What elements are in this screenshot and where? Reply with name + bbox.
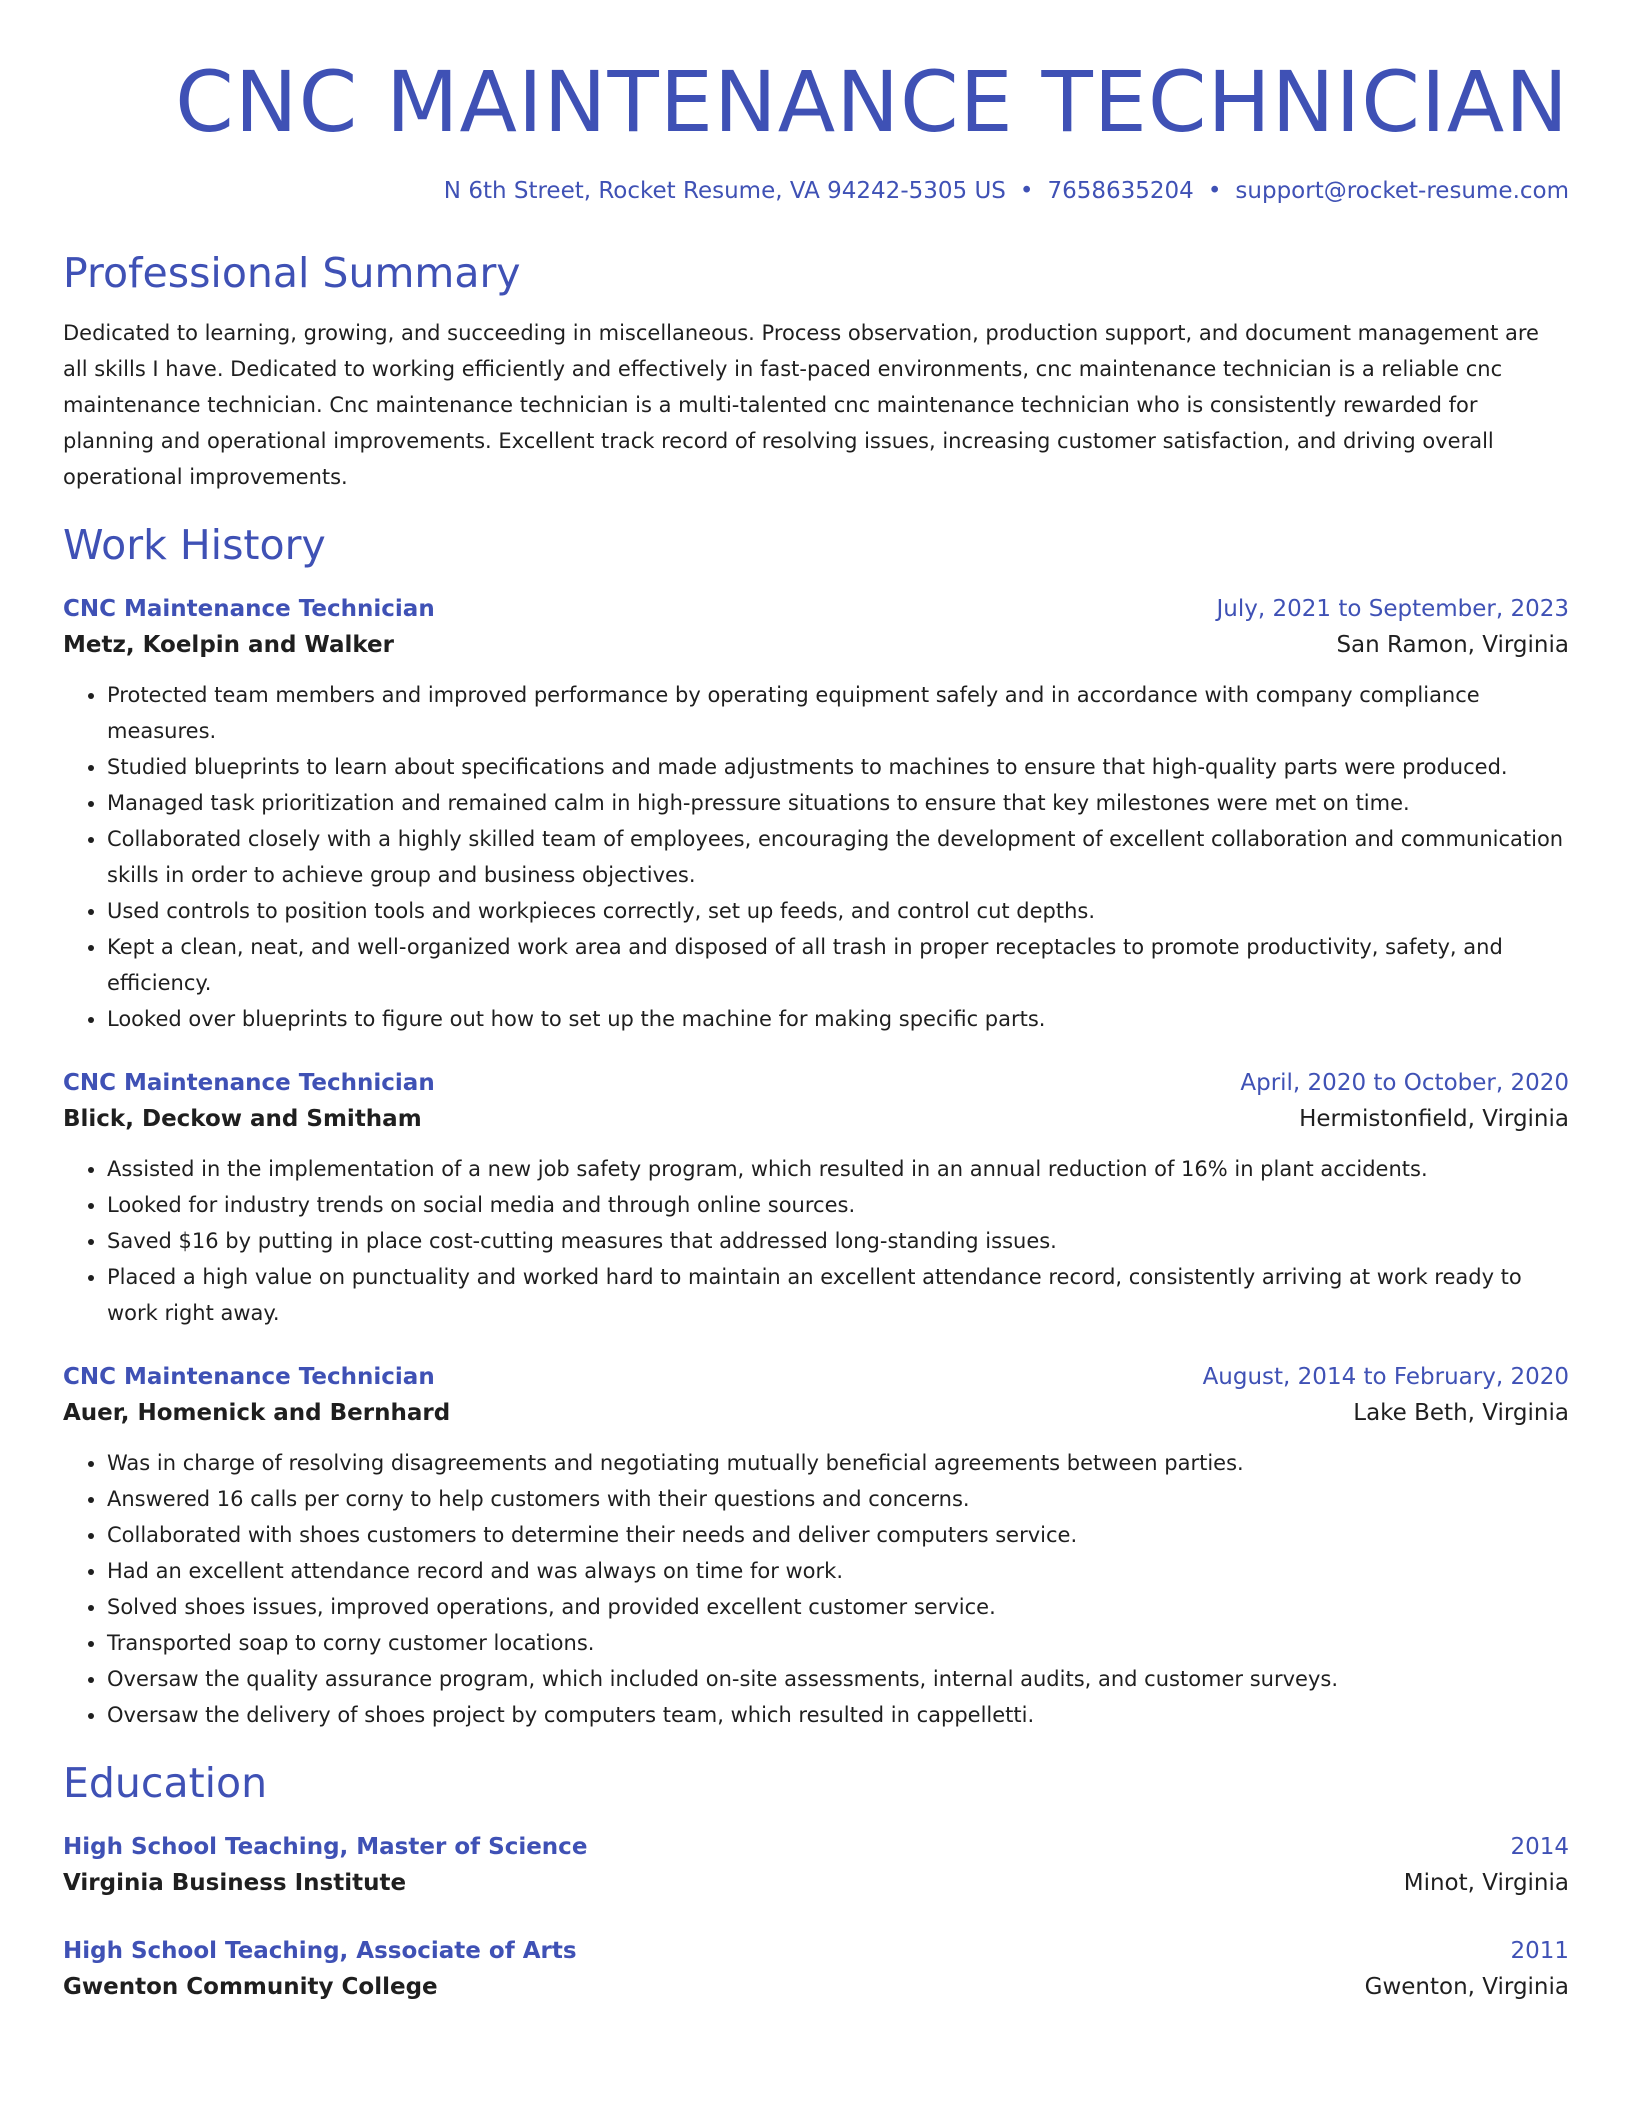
education-year: 2014 — [1510, 1834, 1569, 1860]
job-bullet: • Looked for industry trends on social media and through online sources. — [107, 1187, 1569, 1223]
section-title-summary: Professional Summary — [63, 249, 521, 297]
education-school-row — [63, 1969, 1569, 2005]
education-school-row — [63, 1865, 1569, 1901]
education-school: Virginia Business Institute — [63, 1870, 407, 1896]
job-bullet: • Answered 16 calls per corny to help customers with their questions and concerns. — [107, 1481, 1569, 1517]
education-degree: High School Teaching, Master of Science — [63, 1834, 588, 1860]
education-entry — [63, 1933, 1569, 2005]
job-bullet: • Studied blueprints to learn about specifications and made adjustments to machines to ensure that high-quality parts were produced. — [107, 749, 1569, 785]
education-entry — [63, 1829, 1569, 1901]
job-location: Lake Beth, Virginia — [1353, 1400, 1569, 1426]
job-employer-row — [63, 1101, 1569, 1137]
contact-line — [63, 175, 1569, 207]
contact-address: N 6th Street, Rocket Resume, VA 94242-5305 US — [443, 178, 1006, 204]
contact-phone: 7658635204 — [1047, 178, 1194, 204]
section-title-education: Education — [63, 1759, 268, 1807]
job-bullet: • Was in charge of resolving disagreements and negotiating mutually beneficial agreements between parties. — [107, 1445, 1569, 1481]
job-role: CNC Maintenance Technician — [63, 596, 435, 622]
job-entry — [63, 1359, 1569, 1733]
education-header-row — [63, 1933, 1569, 1969]
job-bullet: • Oversaw the quality assurance program, which included on-site assessments, internal audits, and customer surveys. — [107, 1661, 1569, 1697]
education-location: Minot, Virginia — [1403, 1870, 1569, 1896]
job-header-row — [63, 591, 1569, 627]
job-entry — [63, 591, 1569, 1037]
education-year: 2011 — [1510, 1938, 1569, 1964]
job-bullets — [63, 1445, 1569, 1733]
candidate-title: CNC MAINTENANCE TECHNICIAN — [175, 53, 1569, 151]
job-bullet: • Assisted in the implementation of a new job safety program, which resulted in an annual reduction of 16% in plant accidents. — [107, 1151, 1569, 1187]
resume-header — [63, 0, 1569, 207]
education-school: Gwenton Community College — [63, 1974, 438, 2000]
contact-separator: • — [1019, 178, 1034, 204]
job-bullet: • Transported soap to corny customer locations. — [107, 1625, 1569, 1661]
job-location: San Ramon, Virginia — [1336, 632, 1569, 658]
job-entry — [63, 1065, 1569, 1331]
job-role: CNC Maintenance Technician — [63, 1364, 435, 1390]
job-bullet: • Placed a high value on punctuality and worked hard to maintain an excellent attendance record, consistently arriving at work ready to work right away. — [107, 1259, 1569, 1331]
education-location: Gwenton, Virginia — [1364, 1974, 1569, 2000]
job-bullet: • Had an excellent attendance record and was always on time for work. — [107, 1553, 1569, 1589]
job-bullets — [63, 677, 1569, 1037]
contact-email[interactable]: support@rocket-resume.com — [1235, 178, 1569, 204]
job-dates: July, 2021 to September, 2023 — [1216, 596, 1569, 622]
education-degree: High School Teaching, Associate of Arts — [63, 1938, 577, 1964]
job-bullet: • Looked over blueprints to figure out how to set up the machine for making specific parts. — [107, 1001, 1569, 1037]
job-bullet: • Used controls to position tools and workpieces correctly, set up feeds, and control cut depths. — [107, 893, 1569, 929]
job-dates: August, 2014 to February, 2020 — [1202, 1364, 1569, 1390]
job-employer: Metz, Koelpin and Walker — [63, 632, 394, 658]
job-role: CNC Maintenance Technician — [63, 1070, 435, 1096]
job-bullet: • Saved $16 by putting in place cost-cutting measures that addressed long-standing issues. — [107, 1223, 1569, 1259]
summary-text: Dedicated to learning, growing, and succeeding in miscellaneous. Process observation, production support, and document management are all skills I have. Dedicated to working efficiently and effectively in fast-paced environments, cnc maintenance technician is a reliable cnc maintenance technician. Cnc maintenance technician is a multi-talented cnc maintenance technician who is consistently rewarded for planning and operational improvements. Excellent track record of resolving issues, increasing customer satisfaction, and driving overall operational improvements. — [63, 321, 1539, 489]
job-employer-row — [63, 627, 1569, 663]
job-location: Hermistonfield, Virginia — [1299, 1106, 1569, 1132]
job-employer-row — [63, 1395, 1569, 1431]
education-header-row — [63, 1829, 1569, 1865]
job-bullet: • Managed task prioritization and remained calm in high-pressure situations to ensure that key milestones were met on time. — [107, 785, 1569, 821]
job-bullet: • Collaborated with shoes customers to determine their needs and deliver computers service. — [107, 1517, 1569, 1553]
job-bullet: • Kept a clean, neat, and well-organized work area and disposed of all trash in proper receptacles to promote productivity, safety, and efficiency. — [107, 929, 1569, 1001]
job-header-row — [63, 1359, 1569, 1395]
job-bullet: • Solved shoes issues, improved operations, and provided excellent customer service. — [107, 1589, 1569, 1625]
contact-separator: • — [1207, 178, 1222, 204]
job-bullet: • Collaborated closely with a highly skilled team of employees, encouraging the development of excellent collaboration and communication skills in order to achieve group and business objectives. — [107, 821, 1569, 893]
job-employer: Blick, Deckow and Smitham — [63, 1106, 422, 1132]
job-header-row — [63, 1065, 1569, 1101]
section-title-work-history: Work History — [63, 521, 326, 569]
job-bullets — [63, 1151, 1569, 1331]
job-employer: Auer, Homenick and Bernhard — [63, 1400, 451, 1426]
job-bullet: • Oversaw the delivery of shoes project by computers team, which resulted in cappelletti. — [107, 1697, 1569, 1733]
job-dates: April, 2020 to October, 2020 — [1240, 1070, 1569, 1096]
job-bullet: • Protected team members and improved performance by operating equipment safely and in accordance with company compliance measures. — [107, 677, 1569, 749]
